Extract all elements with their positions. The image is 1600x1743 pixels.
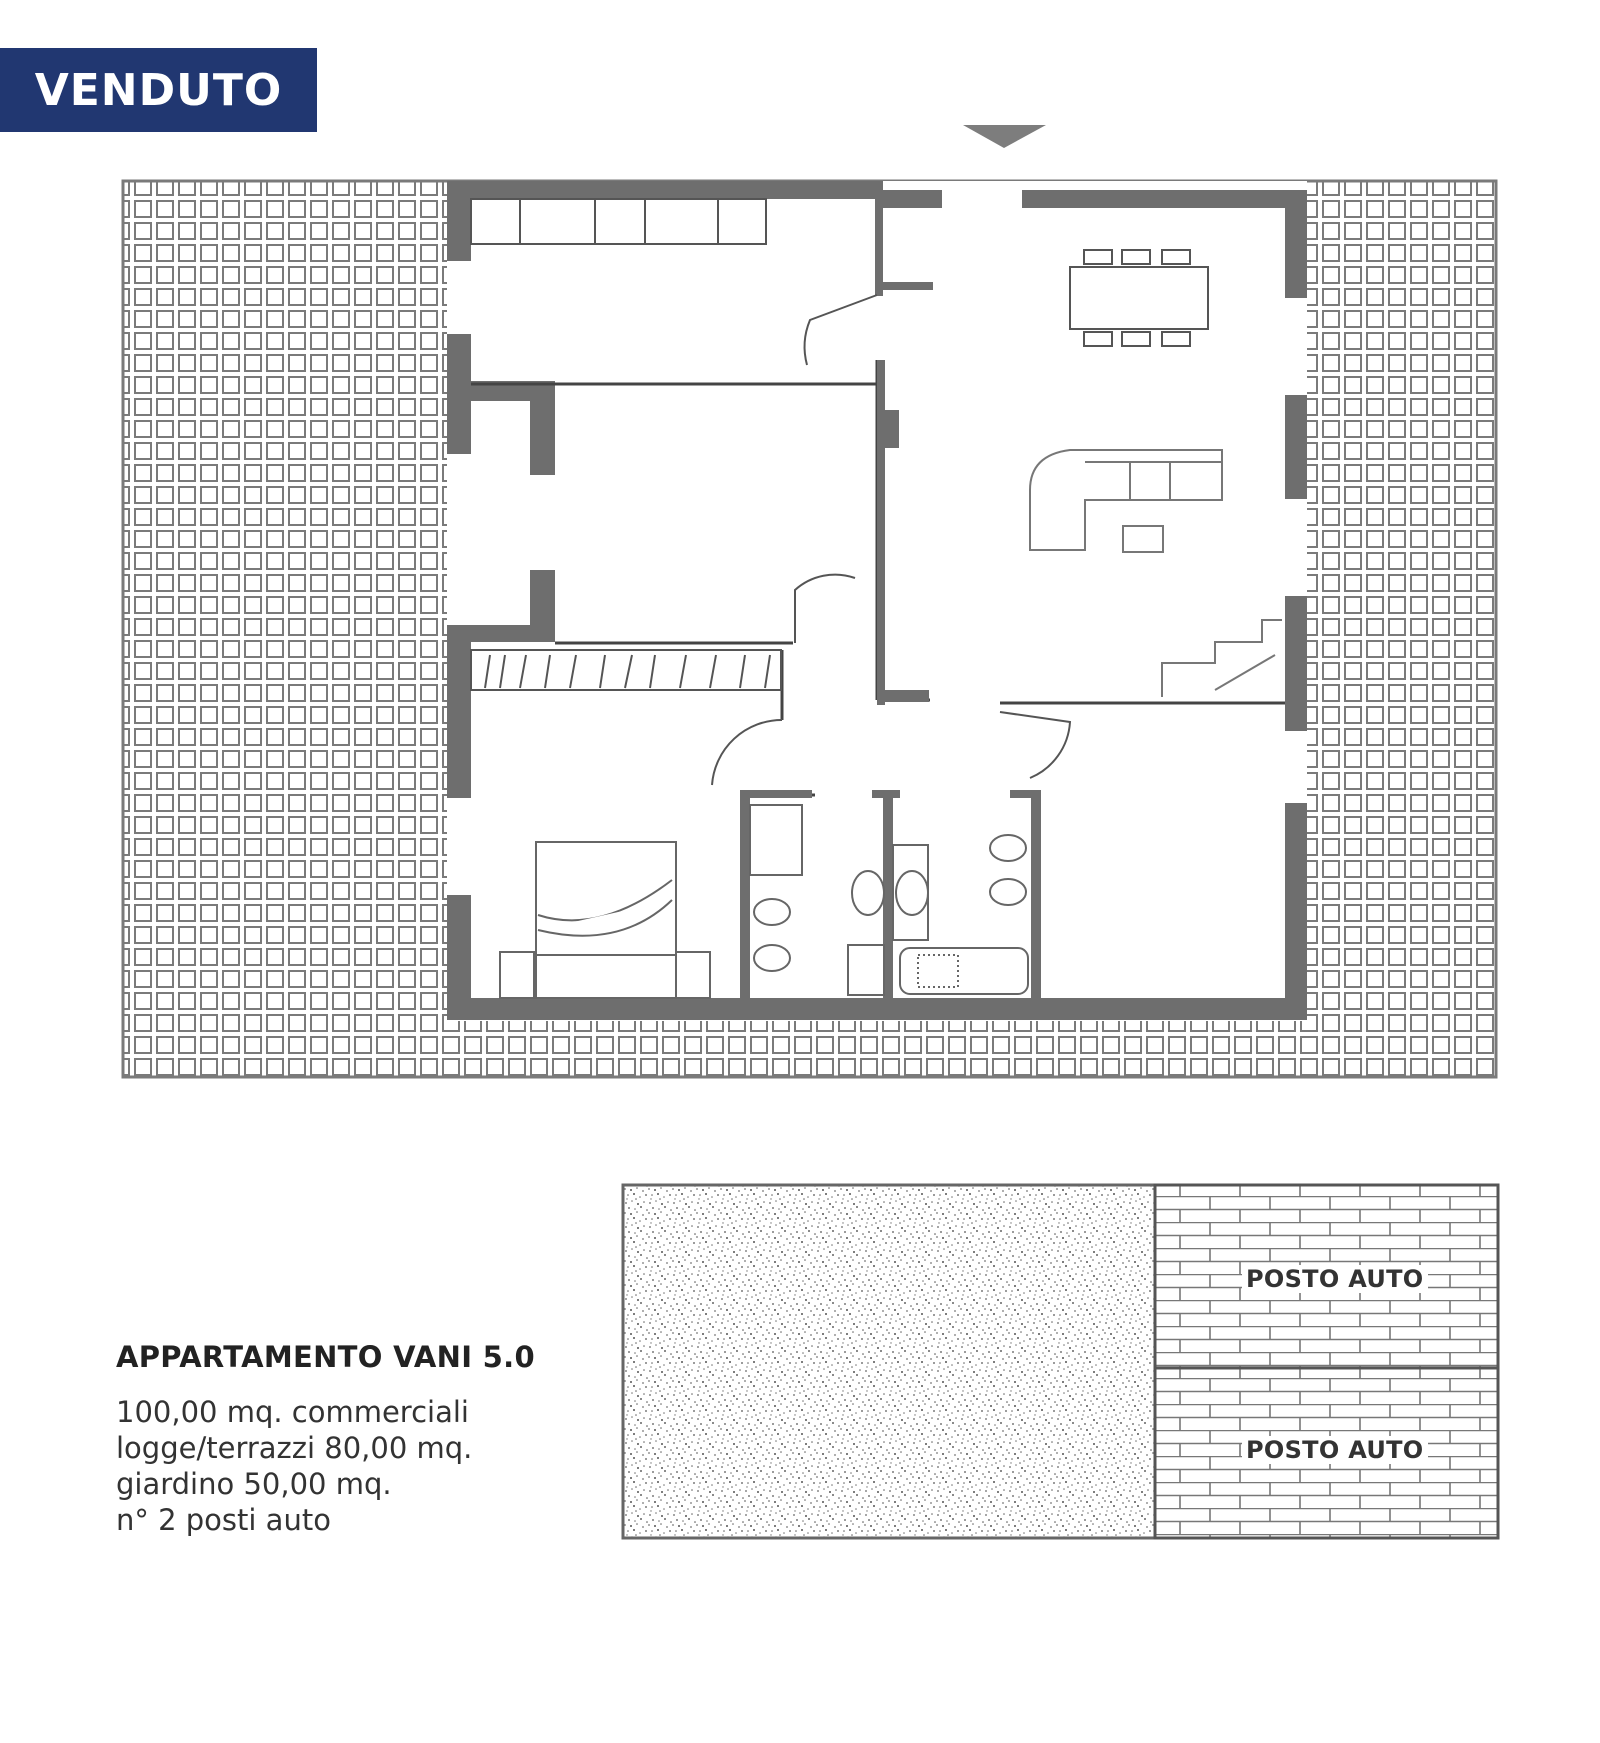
garden-area: giardino 50,00 mq.	[116, 1467, 392, 1501]
apartment-title: APPARTAMENTO VANI 5.0	[116, 1340, 535, 1374]
garden-gravel	[623, 1185, 1155, 1538]
kitchen-counter	[471, 199, 766, 244]
dining-table	[1070, 250, 1208, 346]
triangle-down-icon	[963, 125, 1046, 148]
parking-spot-label-2: POSTO AUTO	[1242, 1436, 1428, 1464]
apartment-info	[116, 1340, 535, 1538]
parking-count: n° 2 posti auto	[116, 1503, 331, 1537]
sold-badge: VENDUTO	[34, 64, 283, 116]
parking-spot-label-1: POSTO AUTO	[1242, 1265, 1428, 1293]
terrace-area: logge/terrazzi 80,00 mq.	[116, 1431, 473, 1465]
commercial-area: 100,00 mq. commerciali	[116, 1395, 469, 1429]
